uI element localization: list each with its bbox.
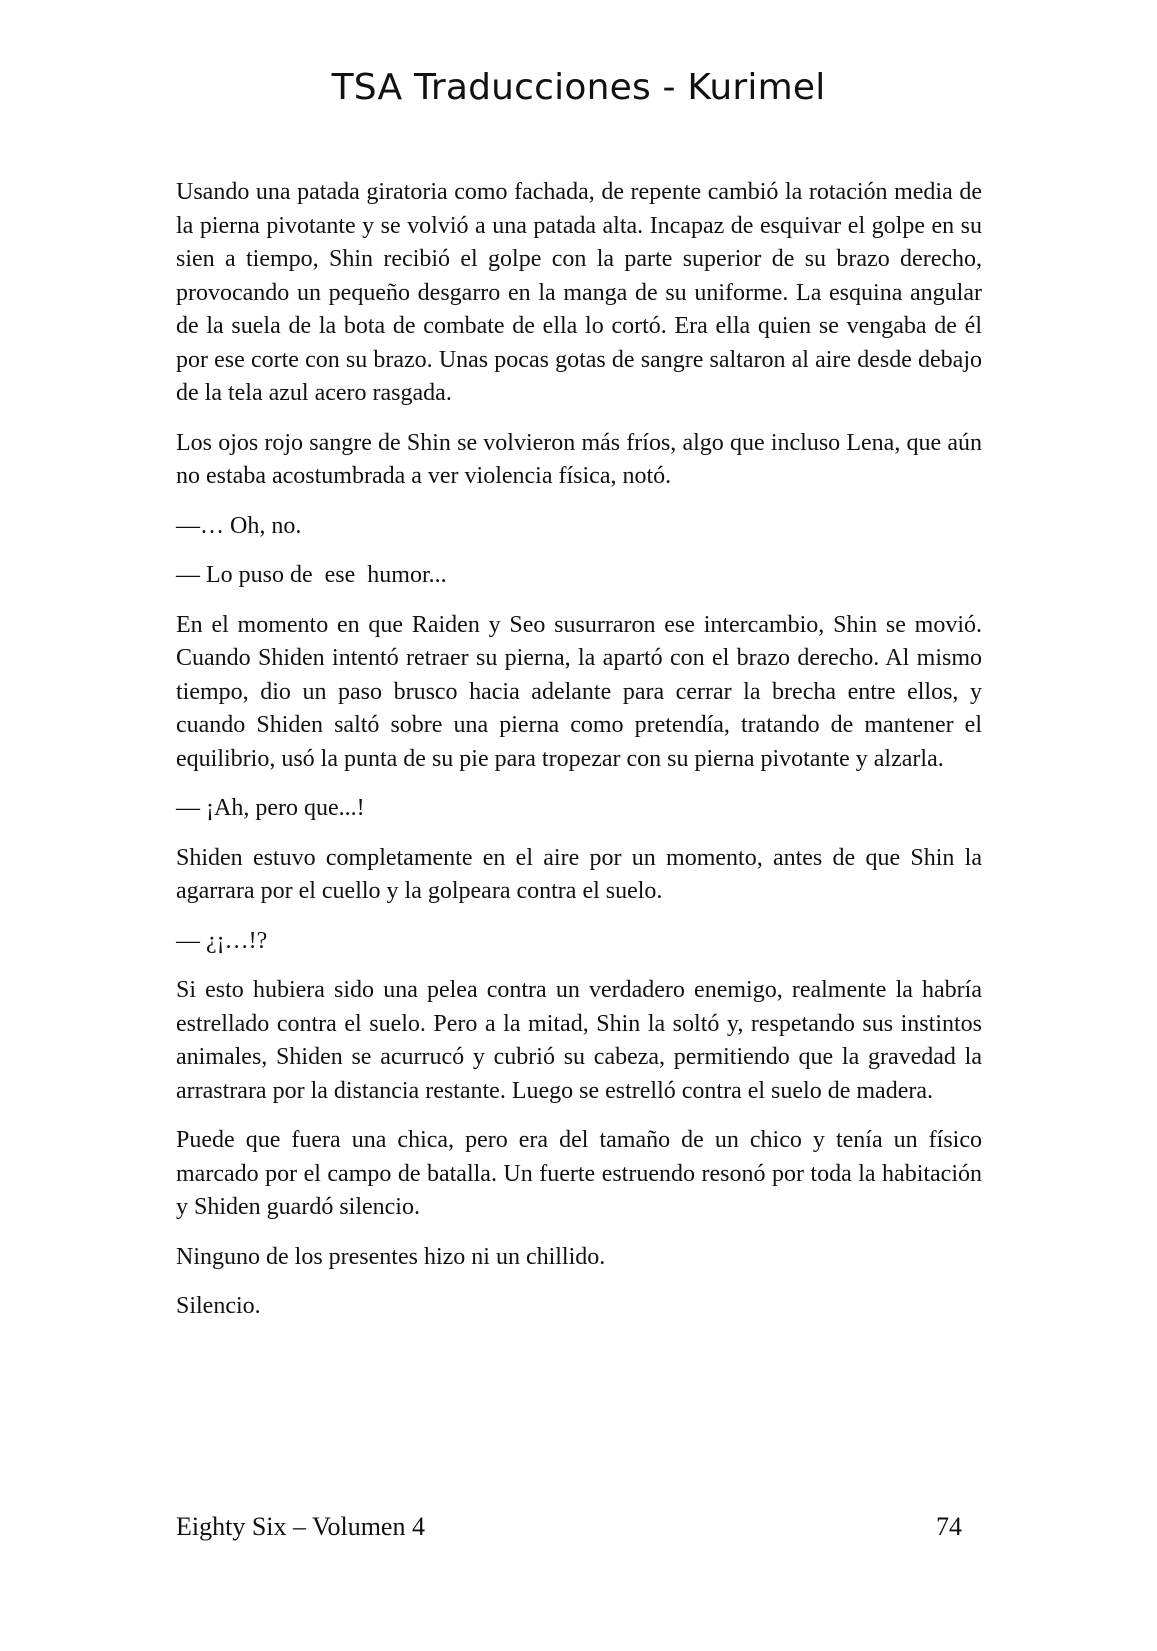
document-body <box>176 176 982 1340</box>
paragraph: Silencio. <box>176 1293 261 1319</box>
dialogue-line: —… Oh, no. <box>176 512 302 539</box>
paragraph: Shiden estuvo completamente en el aire por un momento, antes de que Shin la agarrara por el cuello y la golpeara contra el suelo. <box>176 844 982 904</box>
paragraph: Puede que fuera una chica, pero era del tamaño de un chico y tenía un físico marcado por el campo de batalla. Un fuerte estruendo resonó por toda la habitación y Shiden guardó silencio. <box>176 1127 982 1220</box>
paragraph: Usando una patada giratoria como fachada, de repente cambió la rotación media de la pierna pivotante y se volvió a una patada alta. Incapaz de esquivar el golpe en su sien a tiempo, Shin recibió el golpe con la parte superior de su brazo derecho, provocando un pequeño desgarro en la manga de su uniforme. La esquina angular de la suela de la bota de combate de ella lo cortó. Era ella quien se vengaba de él por ese corte con su brazo. Unas pocas gotas de sangre saltaron al aire desde debajo de la tela azul acero rasgada. <box>176 179 982 406</box>
paragraph: Ninguno de los presentes hizo ni un chillido. <box>176 1243 606 1270</box>
paragraph: Si esto hubiera sido una pelea contra un verdadero enemigo, realmente la habría estrellado contra el suelo. Pero a la mitad, Shin la soltó y, respetando sus instintos animales, Shiden se acurrucó y cubrió su cabeza, permitiendo que la gravedad la arrastrara por la distancia restante. Luego se estrelló contra el suelo de madera. <box>176 977 982 1104</box>
dialogue-line: — ¿¡…!? <box>176 927 268 954</box>
paragraph: En el momento en que Raiden y Seo susurraron ese intercambio, Shin se movió. Cuando Shiden intentó retraer su pierna, la apartó con el brazo derecho. Al mismo tiempo, dio un paso brusco hacia adelante para cerrar la brecha entre ellos, y cuando Shiden saltó sobre una pierna como pretendía, tratando de mantener el equilibrio, usó la punta de su pie para tropezar con su pierna pivotante y alzarla. <box>176 611 982 772</box>
page-header-title: TSA Traducciones - Kurimel <box>331 67 826 108</box>
dialogue-line: — ¡Ah, pero que...! <box>176 795 365 821</box>
footer-page-number: 74 <box>936 1512 962 1541</box>
dialogue-line: — Lo puso de ese humor... <box>176 562 447 588</box>
paragraph: Los ojos rojo sangre de Shin se volvieron más fríos, algo que incluso Lena, que aún no estaba acostumbrada a ver violencia física, notó. <box>176 429 982 489</box>
page-footer <box>176 1511 962 1543</box>
footer-book-title: Eighty Six – Volumen 4 <box>176 1512 425 1541</box>
